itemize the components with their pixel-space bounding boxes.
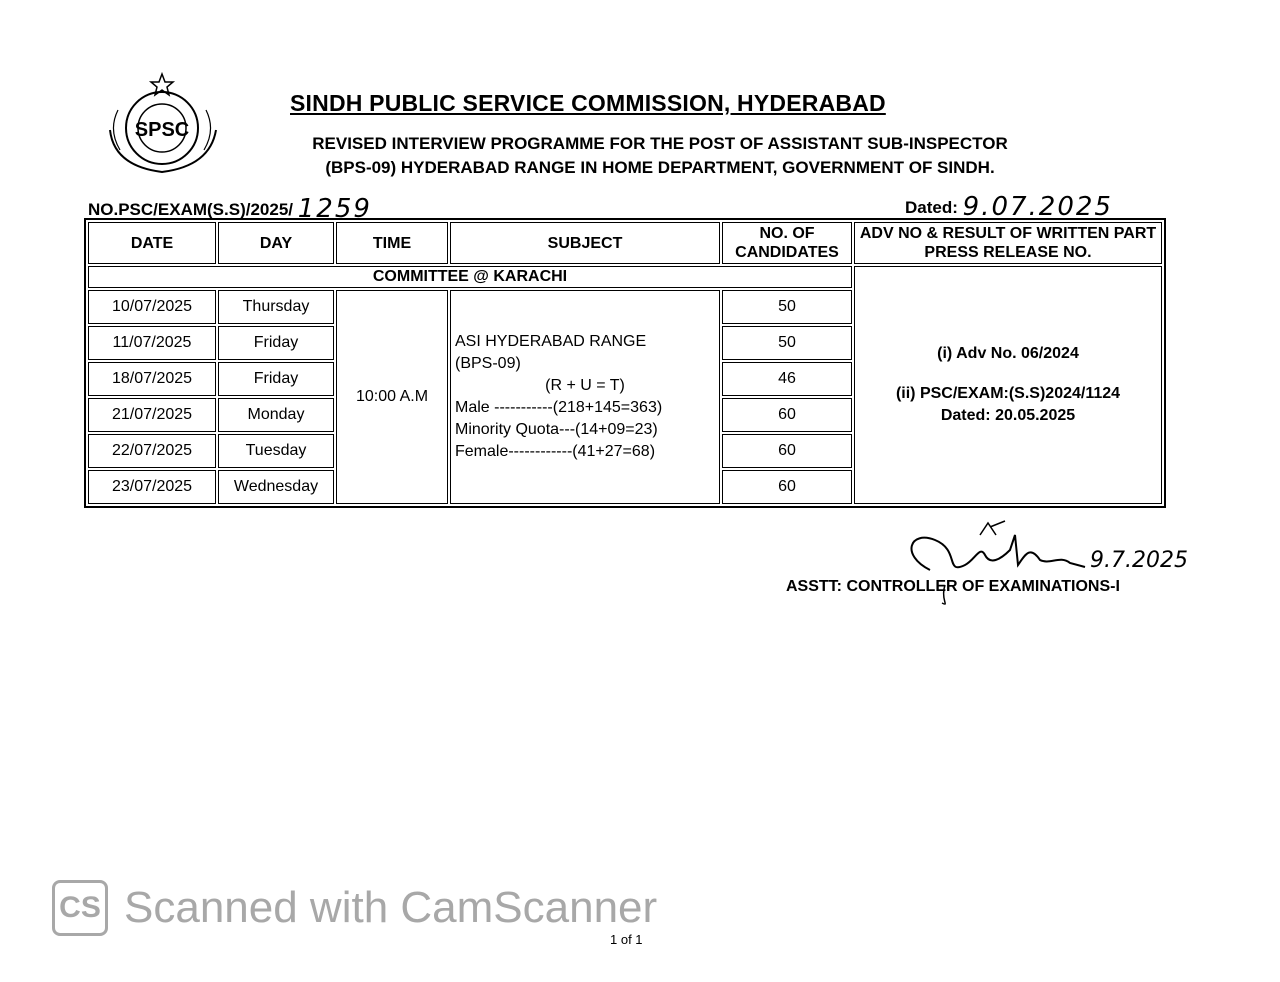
subject-line-1: ASI HYDERABAD RANGE	[455, 333, 647, 350]
row-candidates: 60	[722, 470, 852, 504]
row-day: Wednesday	[218, 470, 334, 504]
row-day: Thursday	[218, 290, 334, 324]
row-date: 23/07/2025	[88, 470, 216, 504]
reference-label: NO.PSC/EXAM(S.S)/2025/	[88, 200, 294, 219]
dated-handwritten-value: 9.07.2025	[962, 192, 1113, 222]
header-subject: SUBJECT	[450, 222, 720, 264]
row-candidates: 50	[722, 326, 852, 360]
subject-cell	[450, 290, 720, 504]
interview-schedule-table	[84, 218, 1166, 508]
row-date: 10/07/2025	[88, 290, 216, 324]
page-subtitle	[250, 132, 1070, 180]
dated-label: Dated:	[905, 198, 958, 217]
header-day: DAY	[218, 222, 334, 264]
row-date: 18/07/2025	[88, 362, 216, 396]
row-candidates: 50	[722, 290, 852, 324]
time-cell: 10:00 A.M	[336, 290, 448, 504]
row-candidates: 60	[722, 398, 852, 432]
header-candidates: NO. OF CANDIDATES	[722, 222, 852, 264]
signatory-designation: ASSTT: CONTROLLER OF EXAMINATIONS-I	[786, 578, 1120, 595]
subtitle-line-2: (BPS-09) HYDERABAD RANGE IN HOME DEPARTMENT, GOVERNMENT OF SINDH.	[325, 158, 995, 177]
subject-line-5: Minority Quota---(14+09=23)	[455, 421, 658, 438]
reference-handwritten-number: 1259	[297, 194, 372, 224]
row-date: 11/07/2025	[88, 326, 216, 360]
header-time: TIME	[336, 222, 448, 264]
camscanner-watermark	[52, 880, 657, 936]
page-title: SINDH PUBLIC SERVICE COMMISSION, HYDERABAD	[290, 90, 886, 116]
adv-line-2: (ii) PSC/EXAM:(S.S)2024/1124	[895, 385, 1121, 402]
page-number: 1 of 1	[610, 932, 643, 947]
committee-row	[88, 266, 1162, 288]
row-date: 22/07/2025	[88, 434, 216, 468]
subject-line-4: Male -----------(218+145=363)	[455, 399, 663, 416]
row-candidates: 46	[722, 362, 852, 396]
row-day: Monday	[218, 398, 334, 432]
subject-line-2: (BPS-09)	[455, 355, 521, 372]
adv-line-3: Dated: 20.05.2025	[940, 407, 1076, 424]
header-adv: ADV NO & RESULT OF WRITTEN PART PRESS RELEASE NO.	[854, 222, 1162, 264]
header-date: DATE	[88, 222, 216, 264]
signature-handwritten-date: 9.7.2025	[1090, 548, 1188, 573]
row-day: Friday	[218, 362, 334, 396]
row-day: Tuesday	[218, 434, 334, 468]
adv-line-1: (i) Adv No. 06/2024	[937, 345, 1079, 362]
adv-cell	[854, 266, 1162, 504]
spsc-logo-seal	[100, 70, 230, 180]
committee-label: COMMITTEE @ KARACHI	[88, 266, 852, 288]
watermark-text: Scanned with CamScanner	[124, 883, 658, 932]
row-date: 21/07/2025	[88, 398, 216, 432]
subtitle-line-1: REVISED INTERVIEW PROGRAMME FOR THE POST OF ASSISTANT SUB-INSPECTOR	[312, 134, 1008, 153]
subject-line-6: Female------------(41+27=68)	[455, 443, 656, 460]
row-candidates: 60	[722, 434, 852, 468]
row-day: Friday	[218, 326, 334, 360]
svg-text:SPSC: SPSC	[134, 119, 190, 141]
subject-line-3: (R + U = T)	[545, 377, 625, 394]
camscanner-logo-icon: CS	[52, 880, 108, 936]
table-header-row	[88, 222, 1162, 264]
